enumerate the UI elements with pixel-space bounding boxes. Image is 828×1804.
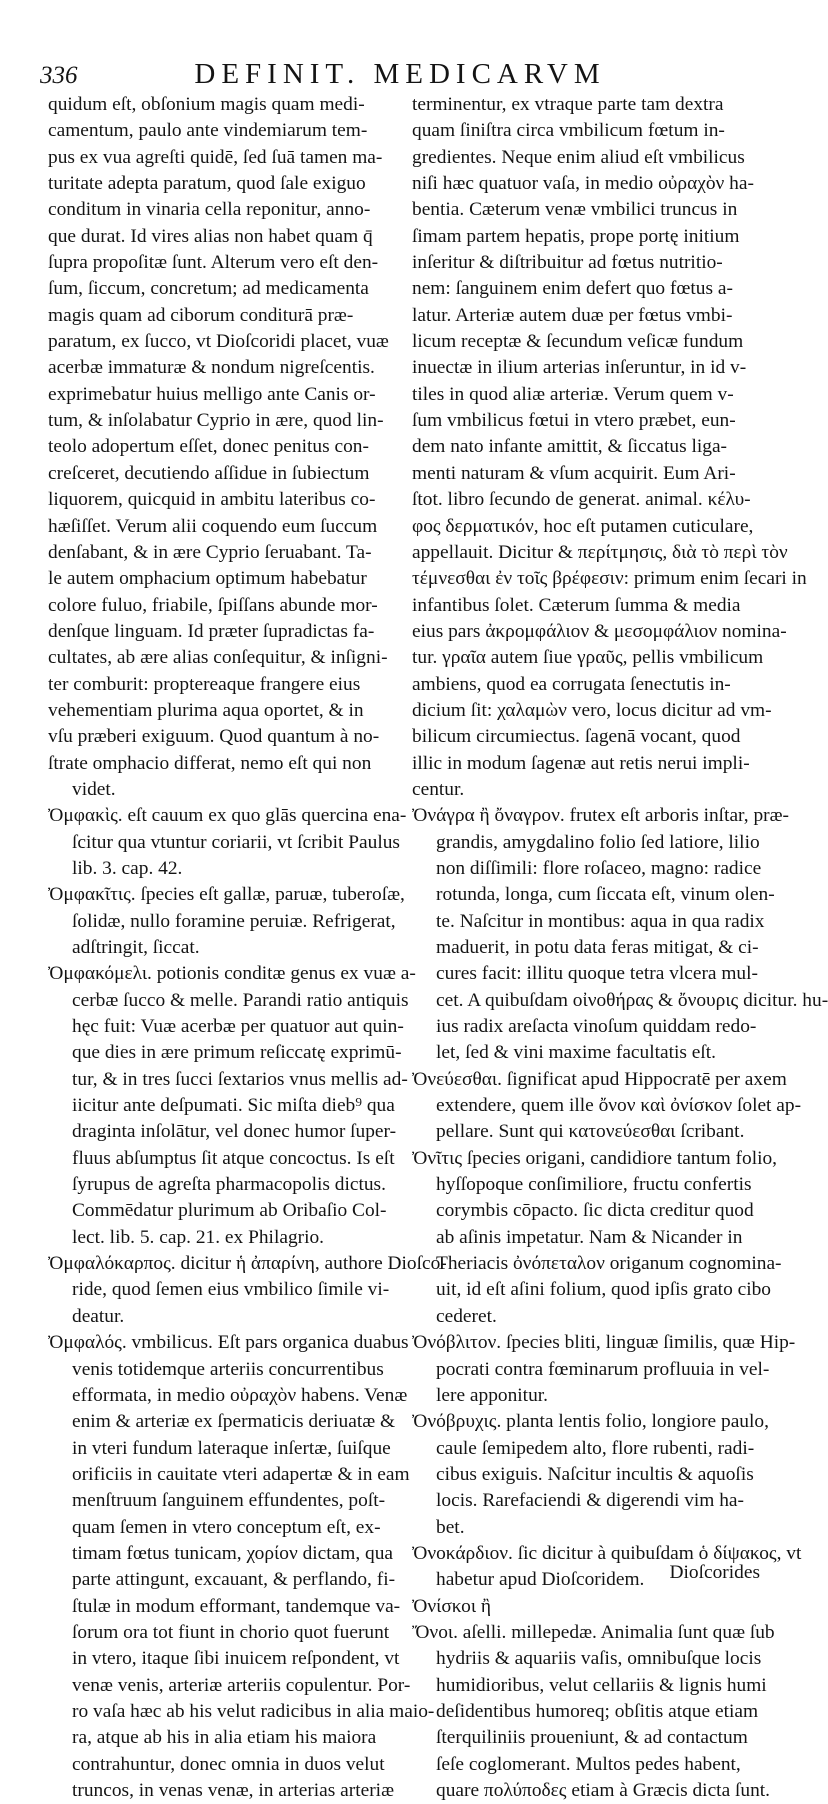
text-line: lib. 3. cap. 42. xyxy=(72,857,183,879)
text-line: menſtruum ſanguinem effundentes, poſt- xyxy=(72,1490,386,1512)
text-line: locis. Rarefaciendi & digerendi vim ha- xyxy=(436,1490,744,1512)
text-line: pus ex vua agreſti quidē, ſed ſuā tamen ma- xyxy=(48,146,383,168)
text-line: que durat. Id vires alias non habet quam q̄ xyxy=(48,225,373,247)
text-line: cerbæ ſucco & melle. Parandi ratio antiquis xyxy=(72,989,409,1011)
text-line: corymbis cōpacto. ſic dicta creditur quod xyxy=(436,1200,754,1222)
text-line: nem: ſanguinem enim defert quo fœtus a- xyxy=(412,278,733,300)
text-line: truncos, in venas venæ, in arterias arteriæ xyxy=(72,1780,395,1801)
text-line: acerbæ immaturæ & nondum nigreſcentis. xyxy=(48,357,375,379)
text-line: venæ venis, arteriæ arteriis copulentur. Por- xyxy=(72,1674,411,1696)
text-line: maduerit, in potu data feras mitigat, & ci- xyxy=(436,937,759,958)
text-line: videt. xyxy=(72,778,116,800)
text-line: gredientes. Neque enim aliud eſt vmbilicus xyxy=(412,146,745,168)
text-line: cultates, ab ære alias conſequitur, & inſigni- xyxy=(48,647,388,669)
text-line: humidioribus, velut cellariis & lignis humi xyxy=(436,1674,767,1696)
text-line: ſorum ora tot fiunt in chorio quot fuerunt xyxy=(72,1621,390,1643)
text-line: deatur. xyxy=(72,1305,125,1327)
text-line: enim & arteriæ ex ſpermaticis deriuatæ & xyxy=(72,1411,396,1433)
text-line: ius radix areſacta vinoſum quiddam redo- xyxy=(436,1016,757,1038)
text-line: Ὀνόβλιτον. ſpecies bliti, linguæ ſimilis, quæ Hip- xyxy=(412,1332,796,1354)
text-line: Ὀμφαλόκαρπος. dicitur ἡ ἀπαρίνη, authore Dioſco- xyxy=(48,1253,447,1275)
text-line: ſtrate omphacio differat, nemo eſt qui non xyxy=(48,752,372,774)
text-line: licum receptæ & ſecundum veſicæ fundum xyxy=(412,331,744,353)
text-line: Ὀμφακῖτις. ſpecies eſt gallæ, paruæ, tuberoſæ, xyxy=(48,884,405,906)
text-line: ſupra propoſitæ ſunt. Alterum vero eſt den- xyxy=(48,252,379,274)
text-line: quam ſiniſtra circa vmbilicum fœtum in- xyxy=(412,120,725,142)
page-number: 336 xyxy=(40,62,78,89)
text-line: quam ſemen in vtero conceptum eſt, ex- xyxy=(72,1516,381,1538)
text-line: tum, & inſolabatur Cyprio in ære, quod lin- xyxy=(48,410,384,432)
text-line: ſeſe coglomerant. Multos pedes habent, xyxy=(436,1753,741,1775)
text-line: extendere, quem ille ὄνον καὶ ὀνίσκον ſolet ap- xyxy=(436,1095,802,1117)
text-line: Ὀνόβρυχις. planta lentis folio, longiore paulo, xyxy=(412,1411,769,1433)
text-line: ſcitur qua vtuntur coriarii, vt ſcribit Paulus xyxy=(72,831,400,853)
text-line: denſque linguam. Id præter ſupradictas fa- xyxy=(48,620,375,642)
text-line: centur. xyxy=(412,778,465,800)
text-line: camentum, paulo ante vindemiarum tem- xyxy=(48,120,368,142)
text-line: τέμνεσθαι ἐν τοῖς βρέφεσιν: primum enim ſecari in xyxy=(412,568,807,590)
text-line: in vtero, itaque ſibi inuicem reſpondent, vt xyxy=(72,1648,400,1670)
right-column xyxy=(412,92,828,1804)
text-line: habetur apud Dioſcoridem. xyxy=(436,1569,645,1591)
text-line: inſeritur & diſtribuitur ad fœtus nutritio- xyxy=(412,252,723,274)
text-line: le autem omphacium optimum habebatur xyxy=(48,568,367,590)
text-line: turitate adepta paratum, quod ſale exiguo xyxy=(48,173,366,195)
text-line: bilicum circumiectus. ſagenā vocant, quod xyxy=(412,726,741,748)
text-line: bentia. Cæterum venæ vmbilici truncus in xyxy=(412,199,738,221)
text-line: grandis, amygdalino folio ſed latiore, lilio xyxy=(436,831,760,853)
text-line: pellare. Sunt qui κατονεύεσθαι ſcribant. xyxy=(436,1121,745,1143)
text-line: efformata, in medio οὐραχὸν habens. Venæ xyxy=(72,1384,408,1406)
text-line: Ὀμφακὶς. eſt cauum ex quo glās quercina ena- xyxy=(48,805,407,827)
text-line: tur, & in tres ſucci ſextarios vnus mellis ad- xyxy=(72,1068,408,1090)
text-line: lere apponitur. xyxy=(436,1384,548,1406)
text-line: infantibus ſolet. Cæterum ſumma & media xyxy=(412,594,741,616)
text-line: cet. A quibuſdam οἰνοθήρας & ὄνουρις dicitur. hu- xyxy=(436,989,828,1011)
text-line: latur. Arteriæ autem duæ per fœtus vmbi- xyxy=(412,304,733,326)
text-line: hydriis & aquariis vaſis, omnibuſque locis xyxy=(436,1648,762,1670)
text-line: ter comburit: proptereaque frangere eius xyxy=(48,673,361,695)
text-line: timam fœtus tunicam, χορίον dictam, qua xyxy=(72,1542,394,1564)
text-line: φος δερματικόν, hoc eſt putamen cuticulare, xyxy=(412,515,754,537)
text-line: Ὀμφακόμελι. potionis conditæ genus ex vuæ a- xyxy=(48,963,416,985)
text-line: eius pars ἀκρομφάλιον & μεσομφάλιον nomina- xyxy=(412,620,787,642)
text-line: illic in modum ſagenæ aut retis nerui impli- xyxy=(412,752,750,774)
text-line: terminentur, ex vtraque parte tam dextra xyxy=(412,94,724,115)
text-line: dem nato infante amittit, & ſiccatus liga- xyxy=(412,436,728,458)
text-line: ra, atque ab his in alia etiam his maiora xyxy=(72,1727,377,1749)
text-line: contrahuntur, donec omnia in duos velut xyxy=(72,1753,385,1775)
text-line: creſceret, decutiendo aſſidue in ſubiectum xyxy=(48,462,370,484)
text-line: ro vaſa hæc ab his velut radicibus in alia maio- xyxy=(72,1700,435,1722)
text-line: Ὀνοκάρδιον. ſic dicitur à quibuſdam ὁ δίψακος, vt xyxy=(412,1542,802,1564)
text-line: ſyrupus de agreſta pharmacopolis dictus. xyxy=(72,1174,386,1196)
catchword: Dioſcorides xyxy=(669,1562,760,1583)
text-line: menti naturam & vſum acquirit. Eum Ari- xyxy=(412,462,736,484)
text-line: iicitur ante deſpumati. Sic miſta dieb⁹ qua xyxy=(72,1095,395,1117)
text-line: magis quam ad ciborum conditurā præ- xyxy=(48,304,354,326)
text-line: ab aſinis impetatur. Nam & Nicander in xyxy=(436,1226,743,1248)
text-line: ſimam partem hepatis, prope portę initium xyxy=(412,225,740,247)
text-line: rotunda, longa, cum ſiccata eſt, vinum olen- xyxy=(436,884,775,906)
text-line: ride, quod ſemen eius vmbilico ſimile vi- xyxy=(72,1279,390,1301)
text-line: deſidentibus humoreq; obſitis atque etiam xyxy=(436,1700,759,1722)
text-line: parte attingunt, excauant, & perflando, fi- xyxy=(72,1569,396,1591)
text-line: hyſſopoque conſimiliore, fructu confertis xyxy=(436,1174,752,1196)
text-line: Ὀνῖτις ſpecies origani, candidiore tantum folio, xyxy=(412,1147,778,1169)
text-line: quidum eſt, obſonium magis quam medi- xyxy=(48,94,365,115)
text-line: liquorem, quicquid in ambitu lateribus co- xyxy=(48,489,376,511)
text-line: ambiens, quod ea corrugata ſenectutis in- xyxy=(412,673,731,695)
text-line: Theriacis ὀνόπεταλον origanum cognomina- xyxy=(436,1253,782,1275)
text-line: Ὀνίσκοι ἢ xyxy=(412,1595,492,1617)
text-line: ſterquiliniis proueniunt, & ad contactum xyxy=(436,1727,748,1749)
text-line: paratum, ex ſucco, vt Dioſcoridi placet, vuæ xyxy=(48,331,389,353)
text-line: colore fuluo, friabile, ſpiſſans abunde mor- xyxy=(48,594,378,616)
text-line: ſolidæ, nullo foramine peruiæ. Refrigerat, xyxy=(72,910,396,932)
text-line: let, ſed & vini maxime facultatis eſt. xyxy=(436,1042,717,1064)
text-line: quare πολύποδες etiam à Græcis dicta ſunt. xyxy=(436,1780,771,1801)
text-line: lect. lib. 5. cap. 21. ex Philagrio. xyxy=(72,1226,325,1248)
text-line: tiles in quod aliæ arteriæ. Verum quem v- xyxy=(412,383,734,405)
text-line: conditum in vinaria cella reponitur, anno- xyxy=(48,199,371,221)
text-line: Ὀνάγρα ἢ ὄναγρον. frutex eſt arboris inſtar, præ- xyxy=(412,805,789,827)
text-line: appellauit. Dicitur & περίτμησις, διὰ τὸ περὶ τὸν xyxy=(412,541,788,563)
text-line: teolo adopertum eſſet, donec penitus con- xyxy=(48,436,369,458)
text-line: niſi hæc quatuor vaſa, in medio οὐραχὸν ha- xyxy=(412,173,754,195)
text-line: adſtringit, ſiccat. xyxy=(72,937,200,958)
text-line: hęc fuit: Vuæ acerbæ per quatuor aut quin- xyxy=(72,1016,404,1038)
text-line: venis totidemque arteriis concurrentibus xyxy=(72,1358,384,1380)
text-line: cures facit: illitu quoque tetra vlcera mul- xyxy=(436,963,758,985)
text-line: denſabant, & in ære Cyprio ſeruabant. Ta- xyxy=(48,541,372,563)
text-line: exprimebatur huius melligo ante Canis or- xyxy=(48,383,376,405)
text-line: ſum vmbilicus fœtui in vtero præbet, eun- xyxy=(412,410,736,432)
text-line: Ὀμφαλός. vmbilicus. Eſt pars organica duabus xyxy=(48,1332,409,1354)
text-line: non diſſimili: flore roſaceo, magno: radice xyxy=(436,857,762,879)
text-line: ſtot. libro ſecundo de generat. animal. κέλυ- xyxy=(412,489,751,511)
text-line: hæſiſſet. Verum alii coquendo eum ſuccum xyxy=(48,515,378,537)
text-line: te. Naſcitur in montibus: aqua in qua radix xyxy=(436,910,765,932)
text-line: Ὄνοι. aſelli. millepedæ. Animalia ſunt quæ ſub xyxy=(412,1621,775,1643)
text-line: ſtulæ in modum efformant, tandemque va- xyxy=(72,1595,401,1617)
text-line: cibus exiguis. Naſcitur incultis & aquoſis xyxy=(436,1463,754,1485)
text-line: orificiis in cauitate vteri adapertæ & in eam xyxy=(72,1463,410,1485)
text-line: tur. γραῖα autem ſiue γραῦς, pellis vmbilicum xyxy=(412,647,764,669)
text-line: que dies in ære primum reſiccatę exprimū- xyxy=(72,1042,402,1064)
running-title: DEFINIT. MEDICARVM xyxy=(194,58,606,90)
text-line: fluus abſumptus ſit atque concoctus. Is eſt xyxy=(72,1147,395,1169)
text-line: bet. xyxy=(436,1516,465,1538)
text-line: pocrati contra fœminarum profluuia in vel- xyxy=(436,1358,770,1380)
text-line: ſum, ſiccum, concretum; ad medicamenta xyxy=(48,278,369,300)
text-line: caule ſemipedem alto, flore rubenti, radi- xyxy=(436,1437,755,1459)
text-line: draginta inſolātur, vel donec humor ſuper- xyxy=(72,1121,397,1143)
text-line: Ὀνεύεσθαι. ſignificat apud Hippocratē per axem xyxy=(412,1068,787,1090)
text-line: vſu præberi exiguum. Quod quantum à no- xyxy=(48,726,380,748)
text-line: vehementiam plurima aqua oportet, & in xyxy=(48,699,364,721)
text-line: in vteri fundum lateraque inſertæ, ſuiſque xyxy=(72,1437,391,1459)
text-line: Commēdatur plurimum ab Oribaſio Col- xyxy=(72,1200,387,1222)
text-line: inuectæ in ilium arterias inſeruntur, in id v- xyxy=(412,357,747,379)
text-line: uit, id eſt aſini folium, quod ipſis grato cibo xyxy=(436,1279,771,1301)
text-line: dicium ſit: χαλαμὼν vero, locus dicitur ad vm- xyxy=(412,699,772,721)
text-line: cederet. xyxy=(436,1305,497,1327)
